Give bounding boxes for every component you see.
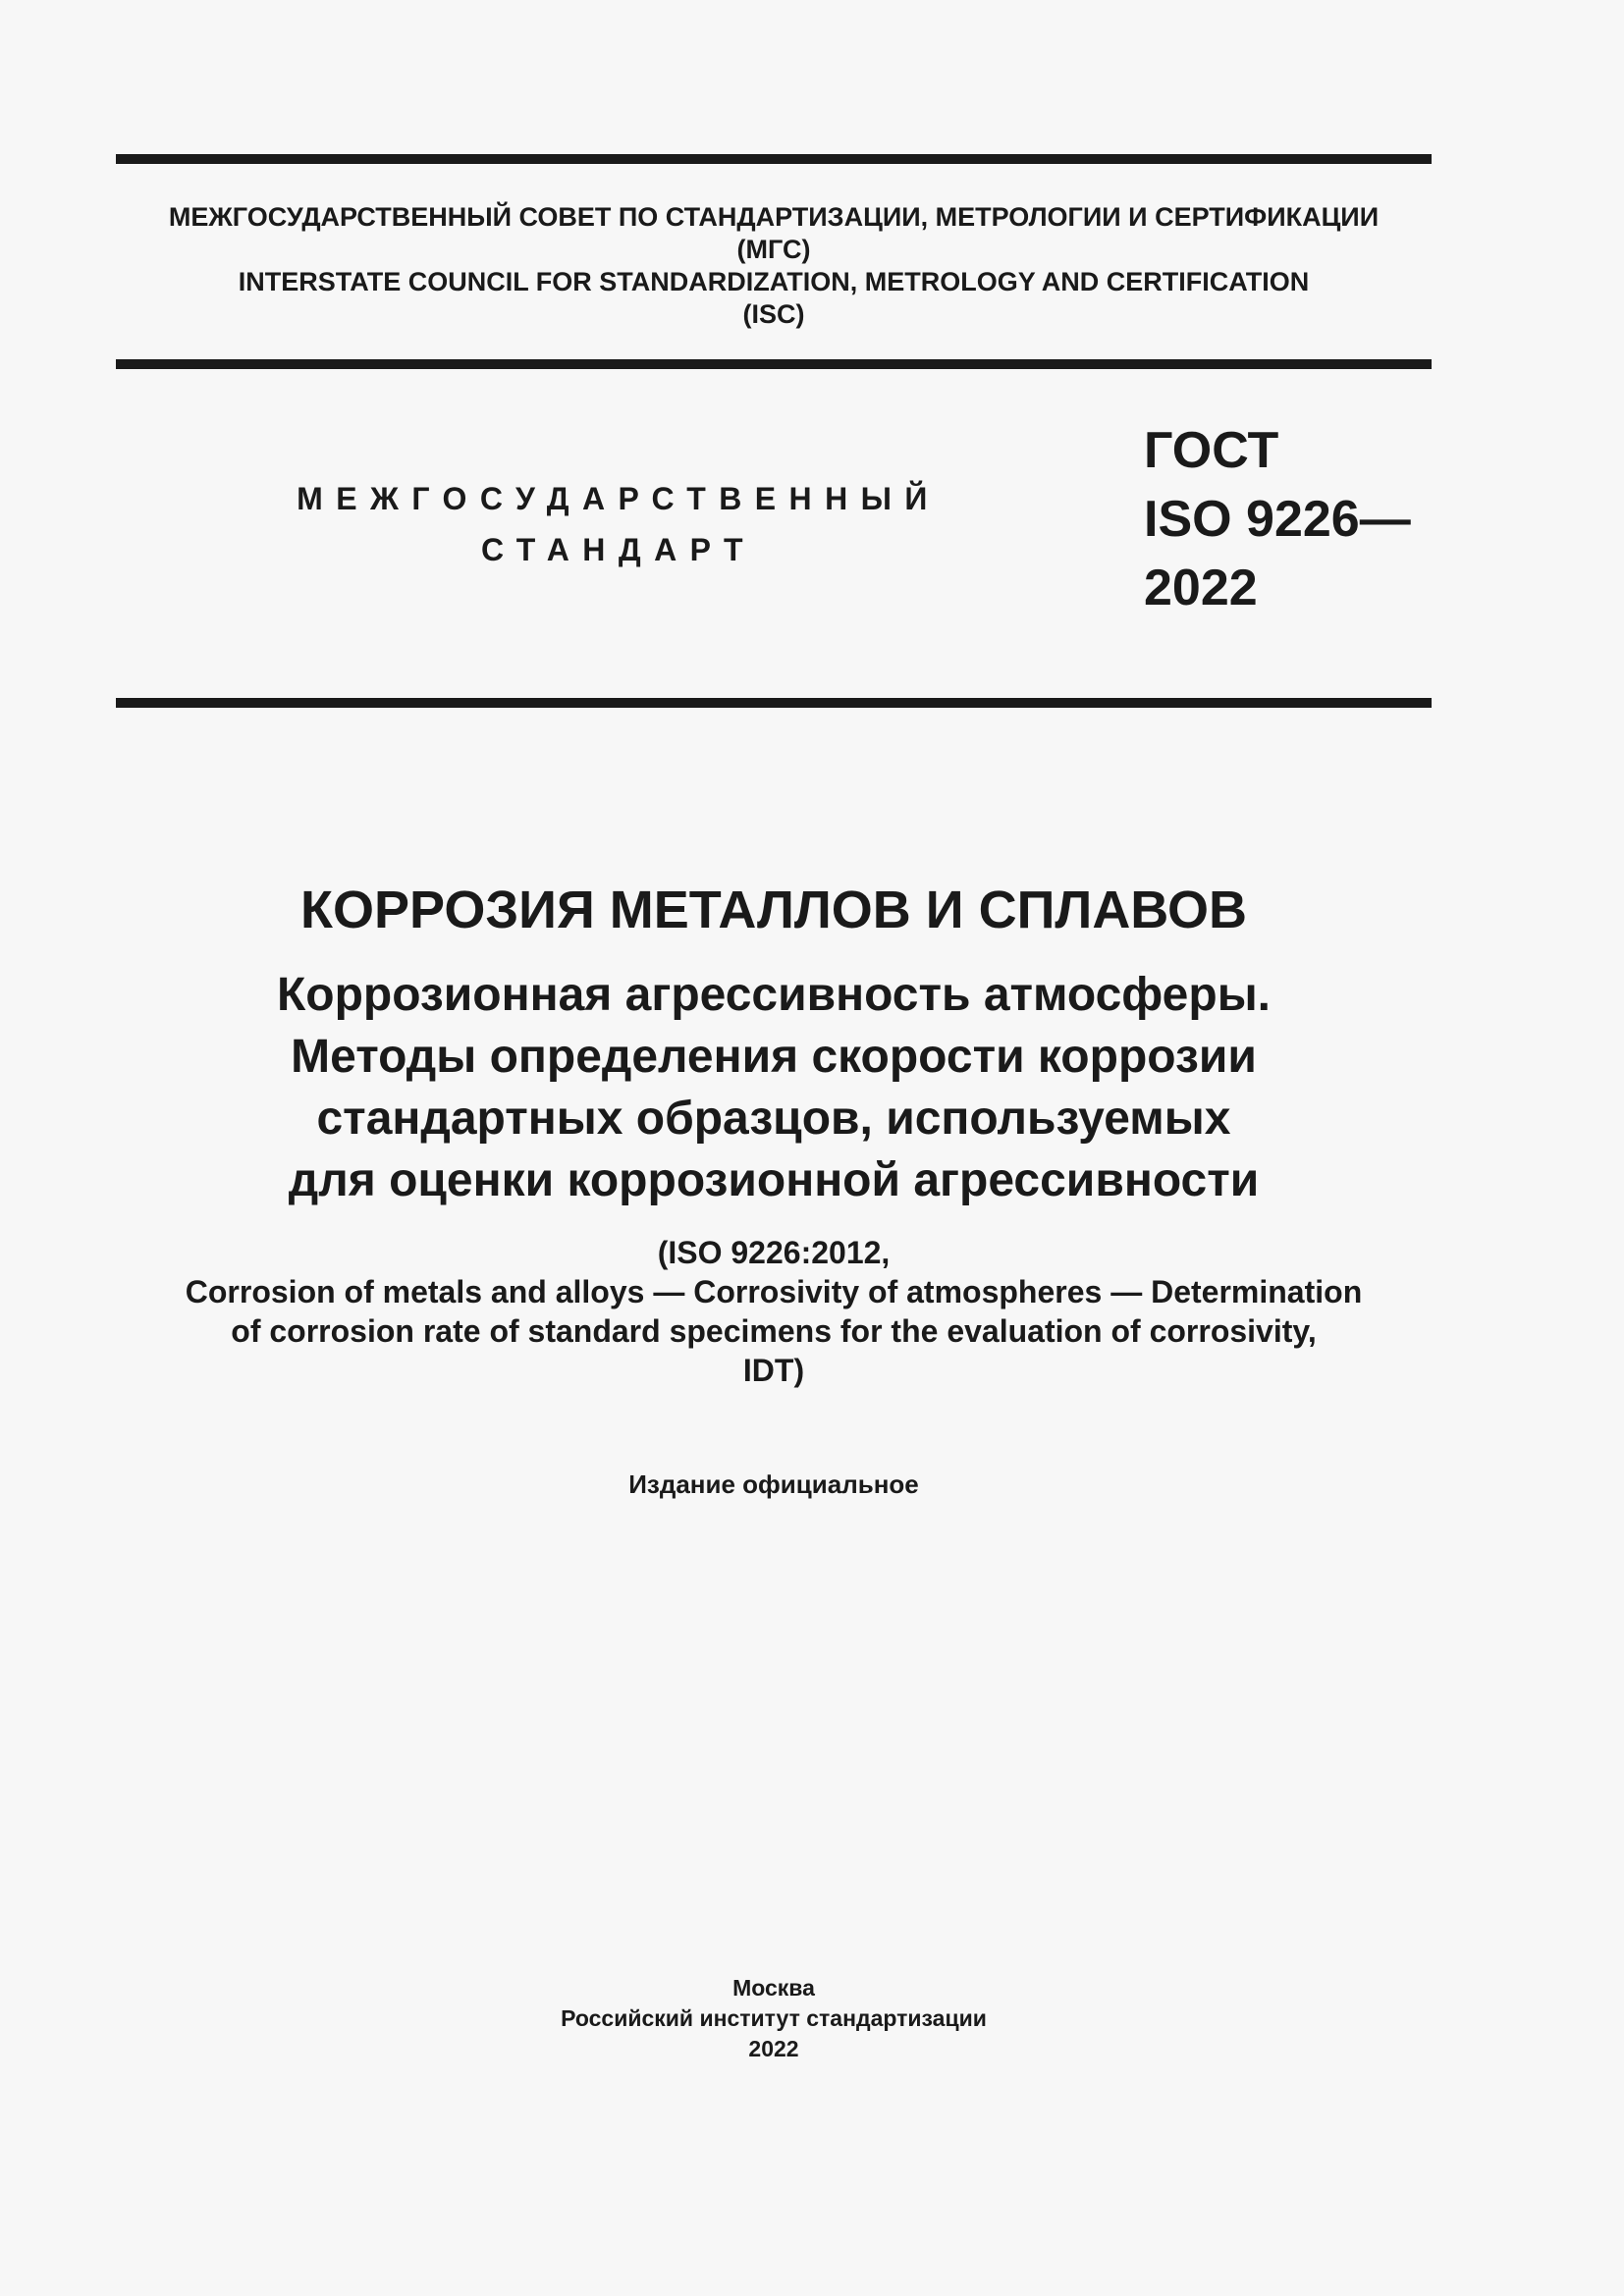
subtitle-line: стандартных образцов, используемых — [316, 1093, 1231, 1145]
iso-reference-line: Corrosion of metals and alloys — Corrosivity of atmospheres — Determination — [185, 1274, 1363, 1309]
standard-type-line-2: СТАНДАРТ — [481, 532, 756, 567]
designation-bottom-rule — [116, 698, 1432, 708]
imprint — [116, 1973, 1432, 2064]
council-name-en: INTERSTATE COUNCIL FOR STANDARDIZATION, METROLOGY AND CERTIFICATION — [238, 267, 1310, 296]
council-abbr-ru: (МГС) — [736, 235, 811, 264]
document-title: КОРРОЗИЯ МЕТАЛЛОВ И СПЛАВОВ — [300, 881, 1247, 939]
designation-line-2: ISO 9226— — [1144, 491, 1411, 548]
iso-reference-line: of corrosion rate of standard specimens for the evaluation of corrosivity, — [231, 1313, 1317, 1349]
imprint-city: Москва — [732, 1975, 815, 2001]
standard-type-line-1: МЕЖГОСУДАРСТВЕННЫЙ — [297, 481, 941, 516]
imprint-year: 2022 — [748, 2036, 799, 2061]
council-header — [116, 201, 1432, 331]
standard-type-label — [295, 473, 943, 575]
designation-line-1: ГОСТ — [1144, 422, 1279, 479]
council-name-ru: МЕЖГОСУДАРСТВЕННЫЙ СОВЕТ ПО СТАНДАРТИЗАЦИИ, МЕТРОЛОГИИ И СЕРТИФИКАЦИИ — [168, 202, 1380, 232]
document-subtitle — [116, 964, 1432, 1211]
iso-reference-line: IDT) — [742, 1353, 805, 1388]
iso-reference — [116, 1233, 1432, 1390]
subtitle-line: Коррозионная агрессивность атмосферы. — [276, 969, 1272, 1021]
standard-designation — [1144, 416, 1411, 622]
subtitle-line: для оценки коррозионной агрессивности — [288, 1154, 1260, 1206]
subtitle-line: Методы определения скорости коррозии — [291, 1031, 1257, 1083]
edition-label: Издание официальное — [628, 1469, 919, 1499]
imprint-publisher: Российский институт стандартизации — [561, 2005, 987, 2031]
council-abbr-en: (ISC) — [742, 299, 805, 329]
council-bottom-rule — [116, 359, 1432, 369]
top-rule — [116, 154, 1432, 164]
iso-reference-line: (ISO 9226:2012, — [657, 1235, 891, 1270]
designation-line-3: 2022 — [1144, 560, 1258, 616]
